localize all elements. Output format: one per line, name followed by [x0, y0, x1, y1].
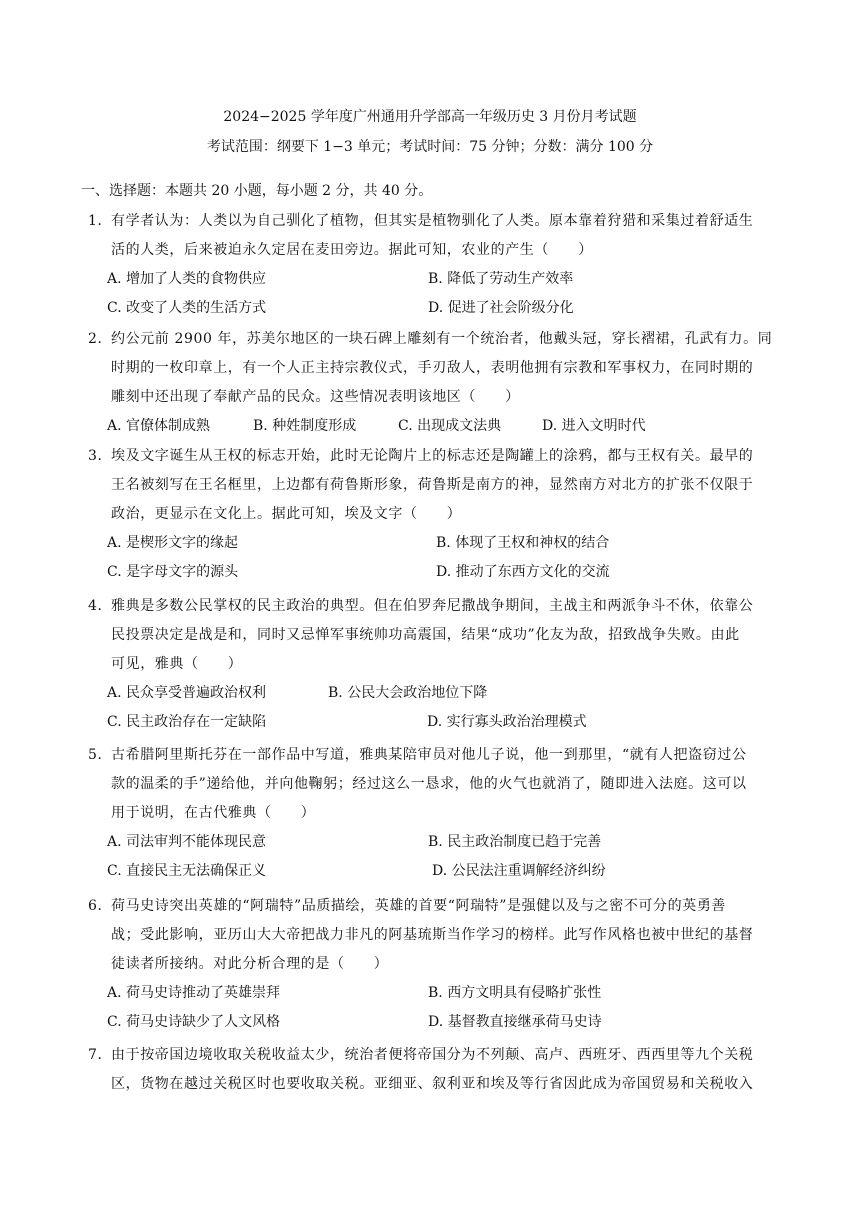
- question-text: 约公元前 2900 年，苏美尔地区的一块石碑上雕刻有一个统治者，他戴头冠，穿长褶裙，孔武有力。同: [111, 331, 773, 347]
- question-text: 时期的一枚印章上，有一个人正主持宗教仪式，手刃敌人，表明他拥有宗教和军事权力，在同时期的: [111, 360, 754, 376]
- question-3: [88, 442, 788, 587]
- question-number: 3．: [88, 448, 113, 464]
- question-1: [88, 207, 788, 323]
- option-d[interactable]: D. 基督教直接继承荷马史诗: [428, 1014, 602, 1030]
- question-2: [88, 325, 788, 441]
- option-a[interactable]: A. 官僚体制成熟: [107, 418, 211, 434]
- option-b[interactable]: B. 降低了劳动生产效率: [428, 271, 574, 287]
- option-a[interactable]: A. 民众享受普遍政治权利: [107, 685, 267, 701]
- option-d[interactable]: D. 推动了东西方文化的交流: [436, 564, 610, 580]
- question-5: [88, 741, 788, 886]
- question-number: 2．: [88, 331, 113, 347]
- question-4: [88, 592, 788, 737]
- option-a[interactable]: A. 荷马史诗推动了英雄崇拜: [107, 985, 281, 1001]
- option-a[interactable]: A. 司法审判不能体现民意: [107, 834, 267, 850]
- option-b[interactable]: B. 民主政治制度已趋于完善: [428, 834, 602, 850]
- option-b[interactable]: B. 体现了王权和神权的结合: [436, 535, 610, 551]
- option-b[interactable]: B. 公民大会政治地位下降: [328, 685, 488, 701]
- exam-info: 考试范围：纲要下 1−3 单元；考试时间：75 分钟；分数：满分 100 分: [206, 139, 654, 155]
- option-d[interactable]: D. 公民法注重调解经济纠纷: [432, 863, 606, 879]
- question-text: 王名被刻写在王名框里，上边都有荷鲁斯形象，荷鲁斯是南方的神，显然南方对北方的扩张不仅限于: [111, 477, 754, 493]
- option-c[interactable]: C. 出现成文法典: [398, 418, 502, 434]
- exam-title: 2024−2025 学年度广州通用升学部高一年级历史 3 月份月考试题: [223, 109, 637, 125]
- option-b[interactable]: B. 种姓制度形成: [253, 418, 357, 434]
- question-number: 5．: [88, 747, 113, 763]
- option-c[interactable]: C. 荷马史诗缺少了人文风格: [107, 1014, 281, 1030]
- option-a[interactable]: A. 是楔形文字的缘起: [107, 535, 239, 551]
- option-d[interactable]: D. 进入文明时代: [542, 418, 646, 434]
- question-text: 雕刻中还出现了奉献产品的民众。这些情况表明该地区（ ）: [111, 389, 520, 405]
- option-b[interactable]: B. 西方文明具有侵略扩张性: [428, 985, 602, 1001]
- option-d[interactable]: D. 促进了社会阶级分化: [428, 300, 574, 316]
- question-number: 1．: [88, 213, 113, 229]
- question-text: 区，货物在越过关税区时也要收取关税。亚细亚、叙利亚和埃及等行省因此成为帝国贸易和关税收入: [111, 1076, 754, 1092]
- question-text: 由于按帝国边境收取关税收益太少，统治者便将帝国分为不列颠、高卢、西班牙、西西里等九个关税: [111, 1047, 754, 1063]
- question-text: 雅典是多数公民掌权的民主政治的典型。但在伯罗奔尼撒战争期间，主战主和两派争斗不休，依靠公: [111, 598, 754, 614]
- question-text: 荷马史诗突出英雄的“阿瑞特”品质描绘，英雄的首要“阿瑞特”是强健以及与之密不可分的英勇善: [111, 898, 727, 914]
- question-6: [88, 892, 788, 1037]
- option-c[interactable]: C. 改变了人类的生活方式: [107, 300, 267, 316]
- question-text: 活的人类，后来被迫永久定居在麦田旁边。据此可知，农业的产生（ ）: [111, 242, 593, 258]
- option-d[interactable]: D. 实行寡头政治治理模式: [427, 714, 587, 730]
- question-text: 战；受此影响，亚历山大大帝把战力非凡的阿基琉斯当作学习的榜样。此写作风格也被中世纪的基督: [111, 927, 754, 943]
- question-number: 6．: [88, 898, 113, 914]
- question-text: 徒读者所接纳。对此分析合理的是（ ）: [111, 956, 389, 972]
- section-heading: 一、选择题：本题共 20 小题，每小题 2 分，共 40 分。: [81, 183, 433, 199]
- question-text: 埃及文字诞生从王权的标志开始，此时无论陶片上的标志还是陶罐上的涂鸦，都与王权有关。最早的: [111, 448, 754, 464]
- question-text: 用于说明，在古代雅典（ ）: [111, 805, 316, 821]
- question-text: 有学者认为：人类以为自己驯化了植物，但其实是植物驯化了人类。原本靠着狩猎和采集过着舒适生: [111, 213, 754, 229]
- question-text: 可见，雅典（ ）: [111, 656, 243, 672]
- option-c[interactable]: C. 民主政治存在一定缺陷: [107, 714, 267, 730]
- option-a[interactable]: A. 增加了人类的食物供应: [107, 271, 267, 287]
- question-text: 民投票决定是战是和，同时又忌惮军事统帅功高震国，结果“成功”化友为敌，招致战争失败。由此: [111, 627, 740, 643]
- question-number: 4．: [88, 598, 113, 614]
- question-number: 7．: [88, 1047, 113, 1063]
- question-text: 款的温柔的手”递给他，并向他鞠躬；经过这么一恳求，他的火气也就消了，随即进入法庭。这可以: [111, 776, 747, 792]
- question-text: 政治，更显示在文化上。据此可知，埃及文字（ ）: [111, 506, 462, 522]
- option-c[interactable]: C. 是字母文字的源头: [107, 564, 239, 580]
- question-7: [88, 1041, 788, 1099]
- question-text: 古希腊阿里斯托芬在一部作品中写道，雅典某陪审员对他儿子说，他一到那里，“就有人把盗窃过公: [111, 747, 747, 763]
- option-c[interactable]: C. 直接民主无法确保正义: [107, 863, 267, 879]
